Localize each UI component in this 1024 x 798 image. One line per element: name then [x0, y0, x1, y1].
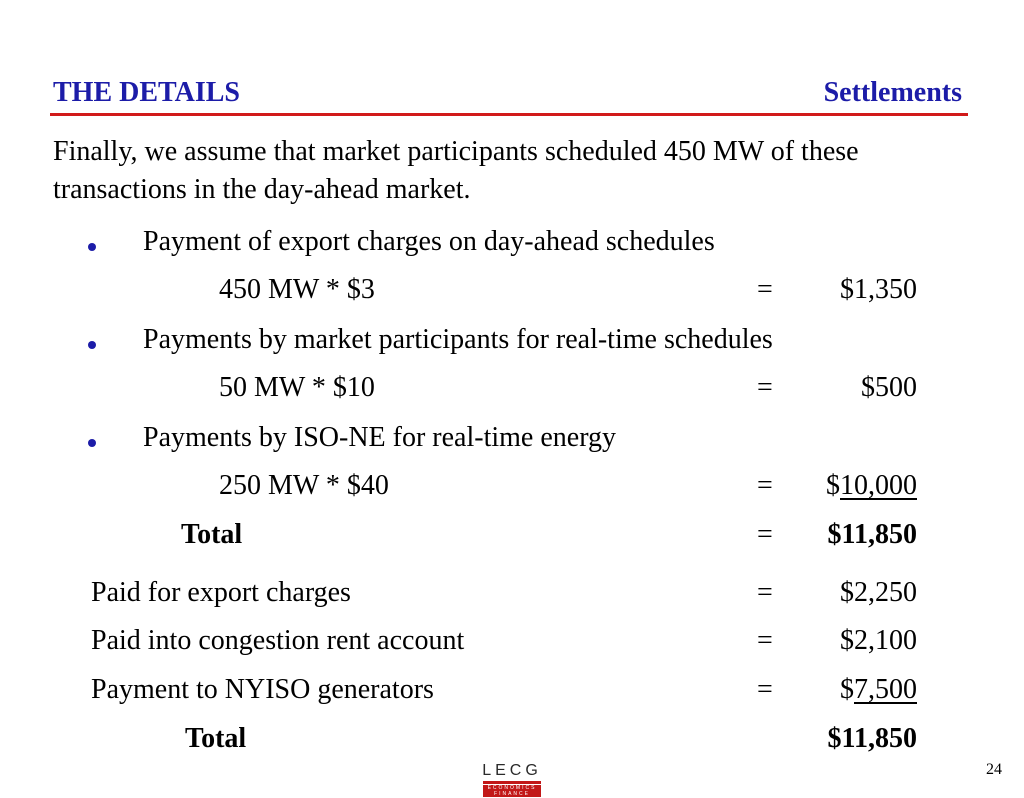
- summary-amount: $2,100: [840, 625, 917, 656]
- equals-sign: =: [757, 519, 773, 550]
- bullet-dot-icon: [88, 341, 96, 349]
- logo-wordmark: LECG: [482, 762, 542, 779]
- calc-amount: [826, 469, 917, 503]
- bullet-label: Payments by ISO-NE for real-time energy: [143, 422, 617, 453]
- bullet-label: Payments by market participants for real-time schedules: [143, 324, 773, 355]
- calc-expression: 450 MW * $3: [219, 274, 375, 305]
- page-number: 24: [986, 761, 1002, 778]
- amount-underlined: 10,000: [840, 470, 917, 501]
- intro-paragraph: Finally, we assume that market participants scheduled 450 MW of these transactions in the day-ahead market.: [53, 136, 859, 205]
- equals-sign: =: [757, 372, 773, 403]
- bullet-dot-icon: [88, 243, 96, 251]
- calc-expression: 50 MW * $10: [219, 372, 375, 403]
- logo-bar: [483, 781, 541, 784]
- summary-amount: $2,250: [840, 577, 917, 608]
- summary-label: Payment to NYISO generators: [91, 674, 434, 705]
- equals-sign: =: [757, 625, 773, 656]
- calc-amount: $1,350: [840, 274, 917, 305]
- total-label: Total: [185, 723, 247, 754]
- total-label: Total: [181, 519, 243, 550]
- slide-topic: Settlements: [823, 77, 962, 108]
- equals-sign: =: [757, 674, 773, 705]
- title-rule: [50, 113, 968, 116]
- total-amount: $11,850: [827, 519, 917, 550]
- equals-sign: =: [757, 577, 773, 608]
- calc-expression: 250 MW * $40: [219, 470, 389, 501]
- amount-underlined: 7,500: [854, 674, 917, 705]
- summary-label: Paid for export charges: [91, 577, 351, 608]
- bullet-dot-icon: [88, 439, 96, 447]
- summary-amount: [840, 673, 917, 707]
- total-amount: $11,850: [827, 723, 917, 754]
- equals-sign: =: [757, 274, 773, 305]
- amount-prefix: $: [826, 470, 840, 501]
- summary-label: Paid into congestion rent account: [91, 625, 465, 656]
- calc-amount: $500: [861, 372, 917, 403]
- bullet-label: Payment of export charges on day-ahead schedules: [143, 226, 715, 257]
- amount-prefix: $: [840, 674, 854, 705]
- logo-subtitle: ECONOMICS FINANCE: [483, 785, 541, 797]
- section-title: THE DETAILS: [53, 77, 240, 108]
- lecg-logo: [481, 762, 543, 798]
- equals-sign: =: [757, 470, 773, 501]
